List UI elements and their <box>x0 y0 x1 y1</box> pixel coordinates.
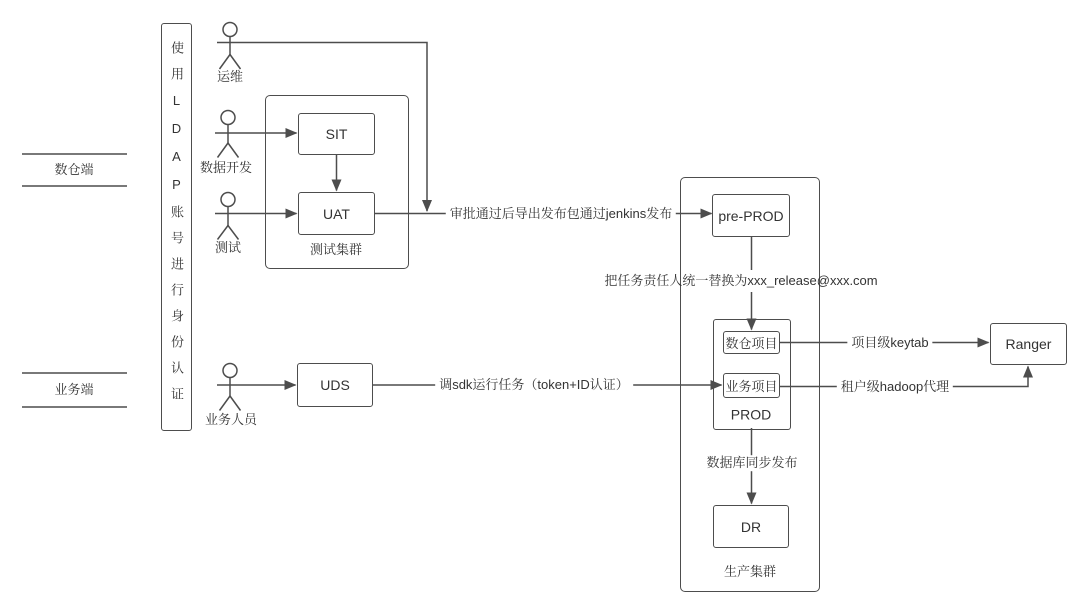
uat-node-label: UAT <box>323 205 350 222</box>
test-cluster-label: 测试集群 <box>309 242 363 258</box>
pre-prod-node <box>712 194 790 237</box>
uds-node-label: UDS <box>320 377 350 393</box>
edge-label-project-keytab: 项目级keytab <box>847 335 932 351</box>
uat-node <box>298 192 375 235</box>
ops-actor-label: 运维 <box>216 69 244 85</box>
ldap-auth-note-box <box>161 23 192 431</box>
ops-actor-icon <box>220 23 241 70</box>
warehouse-side-label: 数仓端 <box>54 162 94 178</box>
business-actor-icon <box>220 364 241 411</box>
edge-label-tenant-hadoop-proxy: 租户级hadoop代理 <box>837 379 953 395</box>
dr-node-label: DR <box>740 518 762 535</box>
edge-label-replace-owner: 把任务责任人统一替换为xxx_release@xxx.com <box>604 273 878 289</box>
edge-label-approve-release: 审批通过后导出发布包通过jenkins发布 <box>446 206 676 222</box>
sit-node <box>298 113 375 155</box>
tester-actor-icon <box>218 193 239 240</box>
dw-project-node-label: 数仓项目 <box>725 336 778 351</box>
data-dev-actor-icon <box>218 111 239 158</box>
dr-node <box>713 505 789 548</box>
ldap-auth-note-text: 使用LDAP账号进行身份认证 <box>169 41 184 413</box>
business-actor-label: 业务人员 <box>204 412 258 428</box>
data-dev-actor-label: 数据开发 <box>199 160 253 176</box>
ranger-node <box>990 323 1067 365</box>
prod-group-label: PROD <box>730 406 772 423</box>
biz-project-node-label: 业务项目 <box>725 379 778 394</box>
ranger-node-label: Ranger <box>1005 336 1052 352</box>
tester-actor-label: 测试 <box>214 240 242 256</box>
sit-node-label: SIT <box>325 126 348 142</box>
edge-label-sdk-run: 调sdk运行任务（token+ID认证） <box>435 377 633 393</box>
uds-node <box>297 363 373 407</box>
business-side-label: 业务端 <box>54 382 94 398</box>
dw-project-node <box>723 331 780 354</box>
biz-project-node <box>723 373 780 398</box>
pre-prod-node-label: pre-PROD <box>718 207 784 224</box>
prod-cluster-label: 生产集群 <box>723 564 777 580</box>
edge-label-db-sync: 数据库同步发布 <box>702 455 801 471</box>
